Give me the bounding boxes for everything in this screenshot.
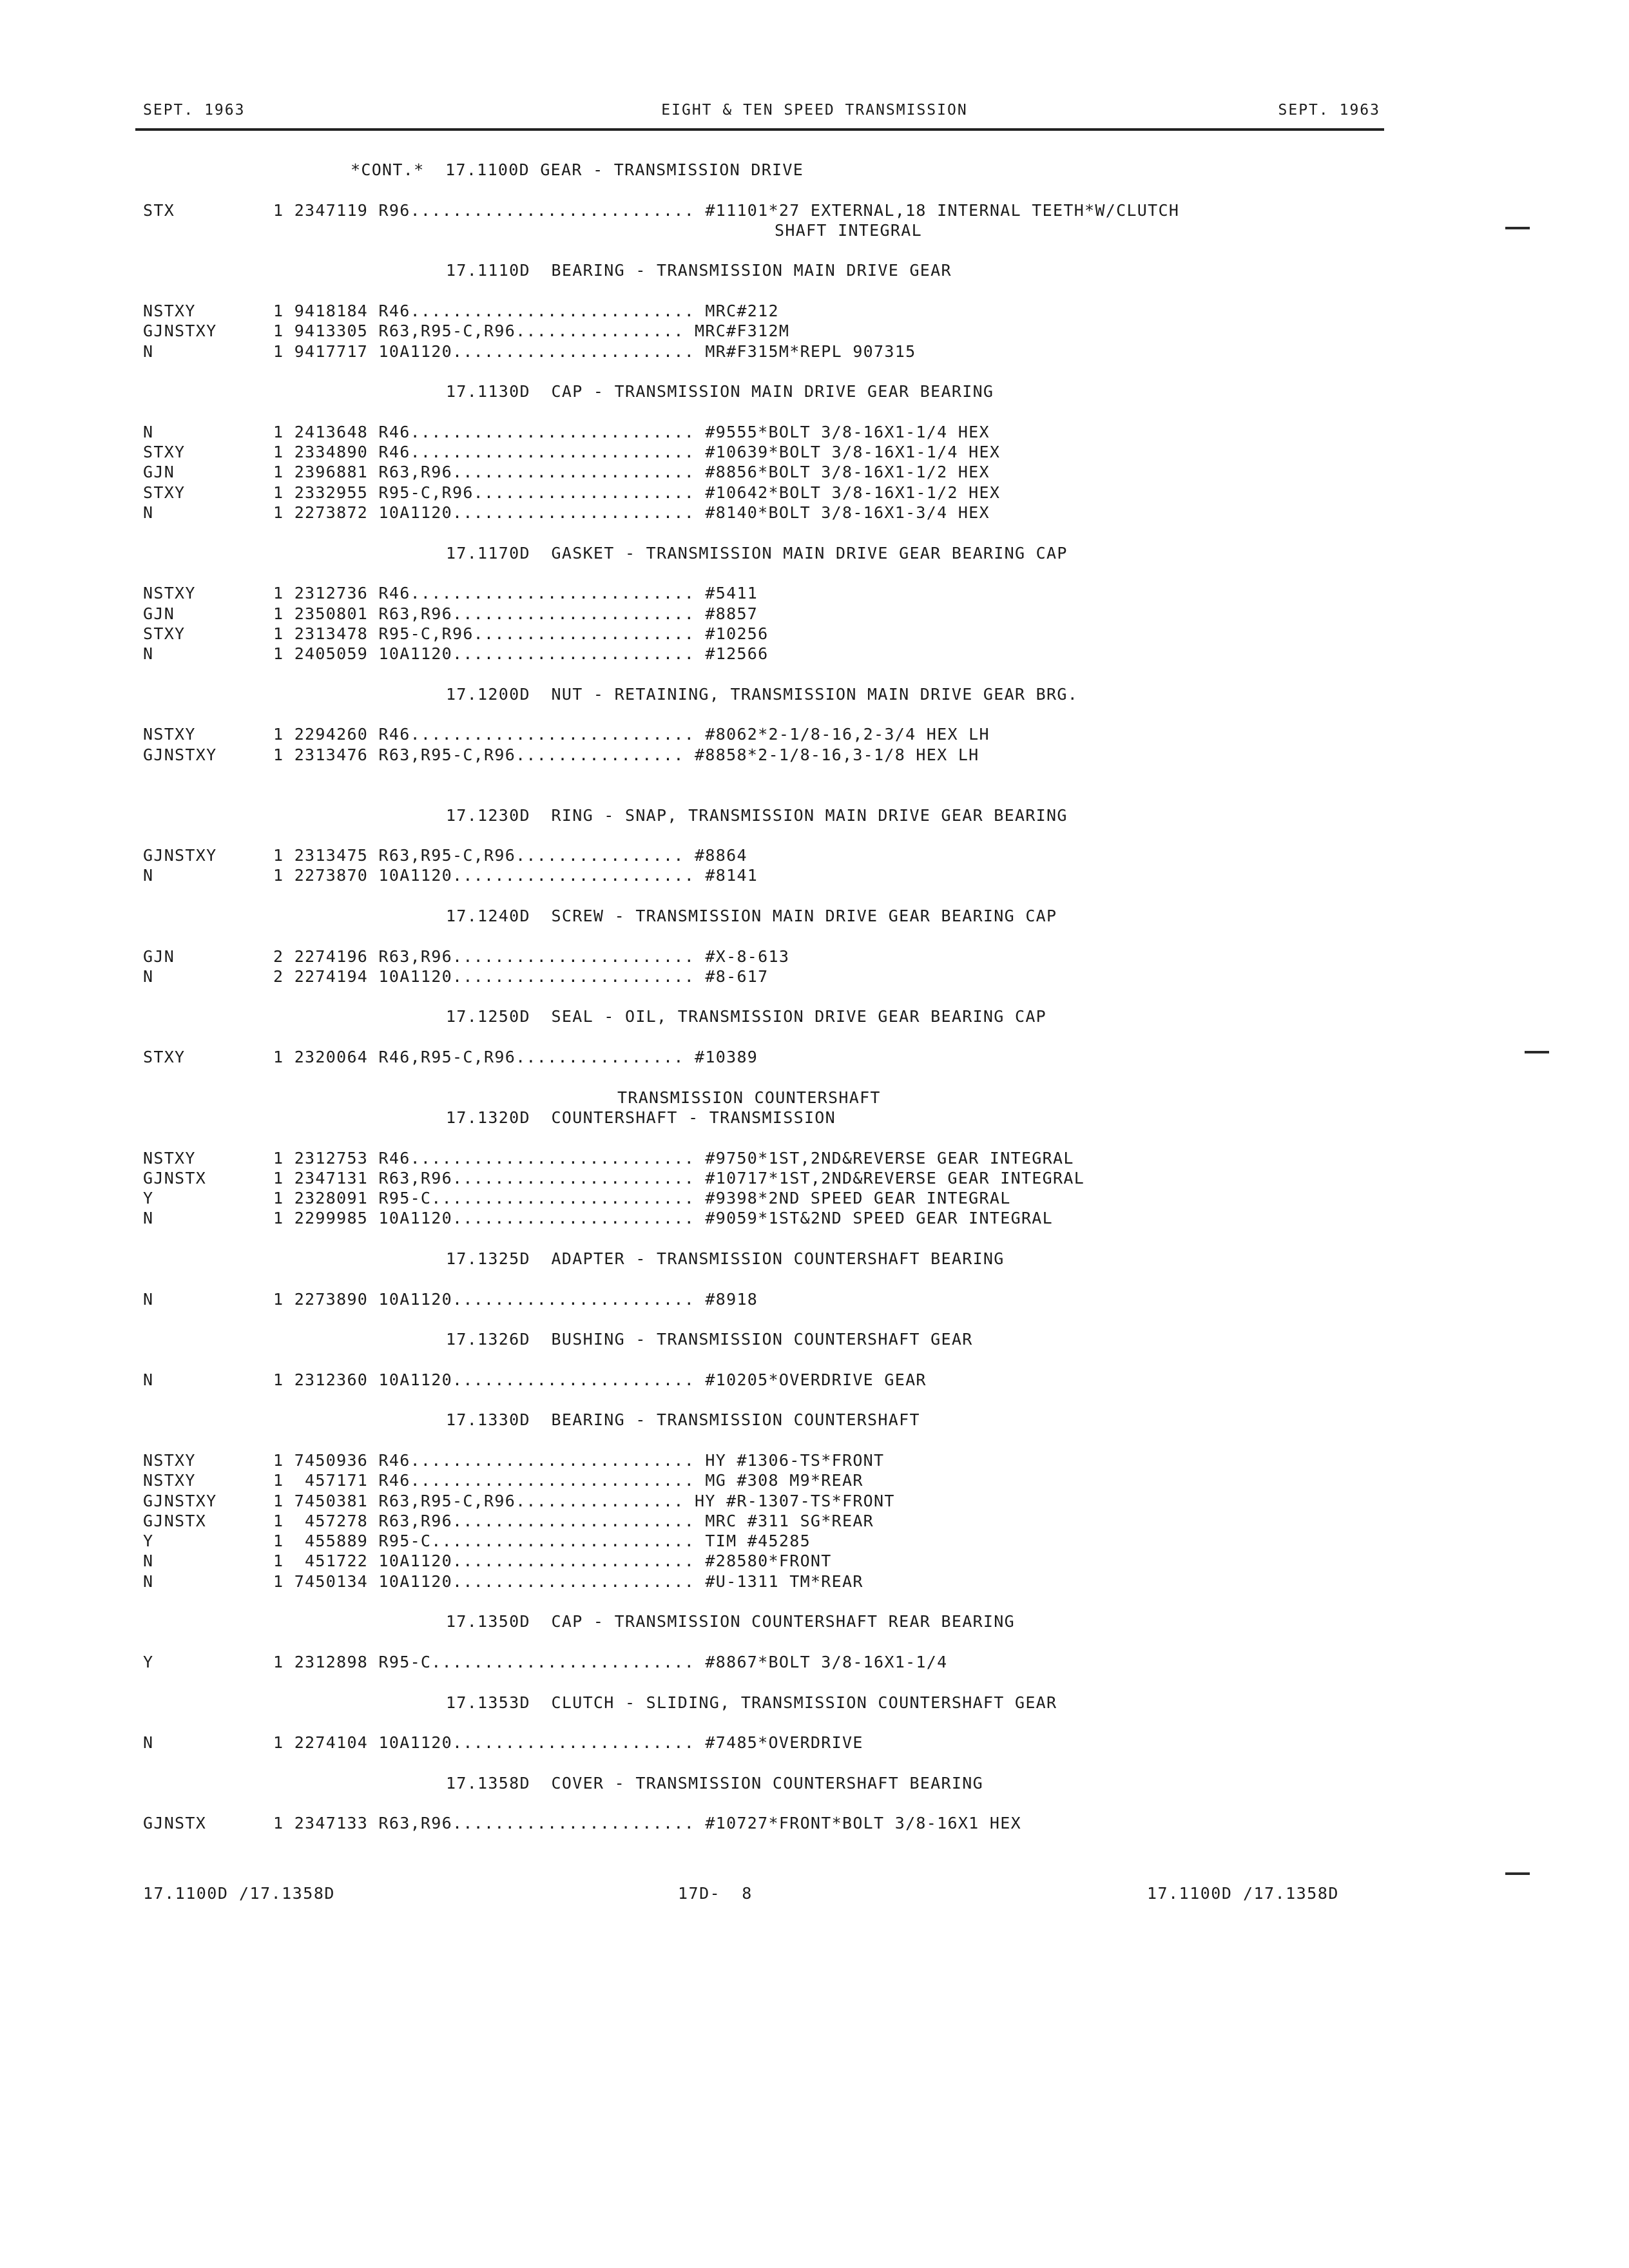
model-code: STXY — [143, 483, 186, 502]
section-heading: 17.1130D CAP - TRANSMISSION MAIN DRIVE GEAR BEARING — [446, 382, 994, 401]
part-detail: 1 455889 R95-C......................... TIM #45285 — [273, 1532, 811, 1551]
model-code: GJNSTXY — [143, 846, 217, 865]
part-detail: 1 2312898 R95-C......................... #8867*BOLT 3/8-16X1-1/4 — [273, 1652, 948, 1671]
part-detail: 1 2320064 R46,R95-C,R96................ #10389 — [273, 1048, 758, 1067]
margin-mark — [1525, 1051, 1549, 1053]
model-code: N — [143, 1370, 154, 1389]
part-detail: 1 2273890 10A1120....................... #8918 — [273, 1289, 758, 1309]
part-detail: 1 7450936 R46........................... HY #1306-TS*FRONT — [273, 1451, 885, 1470]
model-code: N — [143, 422, 154, 441]
footer-range-left: 17.1100D /17.1358D — [143, 1884, 335, 1903]
part-detail: 1 9418184 R46........................... MRC#212 — [273, 302, 779, 321]
part-entry — [143, 583, 1496, 603]
part-detail: 1 2396881 R63,R96....................... #8856*BOLT 3/8-16X1-1/2 HEX — [273, 463, 990, 482]
section-heading: 17.1170D GASKET - TRANSMISSION MAIN DRIVE GEAR BEARING CAP — [446, 543, 1068, 562]
part-detail: 2 2274196 R63,R96....................... #X-8-613 — [273, 947, 790, 966]
section-heading: 17.1350D CAP - TRANSMISSION COUNTERSHAFT REAR BEARING — [446, 1612, 1015, 1631]
part-entry — [143, 1531, 1496, 1551]
part-detail: 1 2312736 R46........................... #5411 — [273, 584, 758, 603]
part-detail: 1 2299985 10A1120....................... #9059*1ST&2ND SPEED GEAR INTEGRAL — [273, 1209, 1053, 1228]
section-heading: 17.1240D SCREW - TRANSMISSION MAIN DRIVE GEAR BEARING CAP — [446, 906, 1057, 925]
model-code: N — [143, 341, 154, 361]
margin-mark — [1505, 1872, 1530, 1875]
part-entry — [143, 321, 1496, 341]
part-entry — [143, 1511, 1496, 1531]
part-entry — [143, 1370, 1496, 1390]
part-entry — [143, 745, 1496, 765]
part-entry — [143, 865, 1496, 885]
part-detail: 1 7450134 10A1120....................... #U-1311 TM*REAR — [273, 1571, 863, 1591]
part-detail: 1 2347131 R63,R96....................... #10717*1ST,2ND&REVERSE GEAR INTEGRAL — [273, 1168, 1085, 1187]
section-heading: 17.1330D BEARING - TRANSMISSION COUNTERSHAFT — [446, 1410, 920, 1430]
model-code: NSTXY — [143, 1148, 196, 1168]
model-code: N — [143, 1571, 154, 1591]
part-entry — [143, 483, 1496, 503]
part-detail: 1 2405059 10A1120....................... #12566 — [273, 644, 769, 664]
model-code: NSTXY — [143, 725, 196, 744]
part-entry — [143, 724, 1496, 744]
part-detail: 1 2328091 R95-C......................... #9398*2ND SPEED GEAR INTEGRAL — [273, 1189, 1011, 1208]
part-entry — [143, 1168, 1496, 1188]
part-detail: 1 2350801 R63,R96....................... #8857 — [273, 604, 758, 623]
part-entry — [143, 341, 1496, 361]
part-detail: 1 2413648 R46........................... #9555*BOLT 3/8-16X1-1/4 HEX — [273, 422, 990, 441]
part-entry-continuation — [143, 220, 1496, 240]
part-entry — [143, 644, 1496, 664]
part-entry — [143, 200, 1496, 220]
section-heading: 17.1320D COUNTERSHAFT - TRANSMISSION — [446, 1108, 836, 1127]
part-detail: 1 2294260 R46........................... #8062*2-1/8-16,2-3/4 HEX LH — [273, 725, 990, 744]
section-heading: 17.1326D BUSHING - TRANSMISSION COUNTERSHAFT GEAR — [446, 1330, 973, 1349]
part-entry — [143, 1047, 1496, 1067]
section-heading: *CONT.* 17.1100D GEAR - TRANSMISSION DRIVE — [351, 160, 804, 179]
model-code: GJNSTX — [143, 1511, 207, 1530]
model-code: NSTXY — [143, 584, 196, 603]
footer-range-right: 17.1100D /17.1358D — [1147, 1884, 1339, 1903]
model-code: GJNSTXY — [143, 322, 217, 341]
part-detail: 1 451722 10A1120....................... #28580*FRONT — [273, 1552, 832, 1571]
part-entry — [143, 1208, 1496, 1228]
part-entry — [143, 503, 1496, 523]
part-detail: 1 9417717 10A1120....................... MR#F315M*REPL 907315 — [273, 341, 916, 361]
part-entry — [143, 1450, 1496, 1470]
section-heading: 17.1230D RING - SNAP, TRANSMISSION MAIN DRIVE GEAR BEARING — [446, 805, 1068, 825]
part-entry — [143, 604, 1496, 624]
part-detail: 1 2273872 10A1120....................... #8140*BOLT 3/8-16X1-3/4 HEX — [273, 503, 990, 523]
model-code: GJNSTX — [143, 1168, 207, 1187]
model-code: GJNSTXY — [143, 745, 217, 764]
model-code: STX — [143, 200, 175, 220]
part-entry — [143, 1813, 1496, 1833]
model-code: N — [143, 1209, 154, 1228]
part-entry — [143, 1188, 1496, 1208]
footer-page-number: 17D- 8 — [678, 1884, 753, 1903]
part-detail: 1 2312360 10A1120....................... #10205*OVERDRIVE GEAR — [273, 1370, 927, 1389]
model-code: Y — [143, 1532, 154, 1551]
part-detail: 1 2312753 R46........................... #9750*1ST,2ND&REVERSE GEAR INTEGRAL — [273, 1148, 1074, 1168]
model-code: N — [143, 1733, 154, 1753]
part-entry — [143, 301, 1496, 321]
model-code: N — [143, 866, 154, 885]
part-detail: 1 2273870 10A1120....................... #8141 — [273, 866, 758, 885]
section-heading: 17.1325D ADAPTER - TRANSMISSION COUNTERSHAFT BEARING — [446, 1249, 1005, 1269]
header-rule — [135, 128, 1384, 131]
part-detail: 2 2274194 10A1120....................... #8-617 — [273, 966, 769, 986]
section-heading: 17.1358D COVER - TRANSMISSION COUNTERSHAFT BEARING — [446, 1773, 983, 1792]
part-detail: 1 9413305 R63,R95-C,R96................ MRC#F312M — [273, 322, 790, 341]
part-entry — [143, 462, 1496, 482]
section-heading: TRANSMISSION COUNTERSHAFT — [617, 1088, 881, 1107]
part-entry — [143, 1571, 1496, 1591]
model-code: GJNSTX — [143, 1814, 207, 1833]
part-detail: 1 2334890 R46........................... #10639*BOLT 3/8-16X1-1/4 HEX — [273, 443, 1001, 462]
model-code: NSTXY — [143, 1471, 196, 1490]
model-code: N — [143, 966, 154, 986]
part-entry — [143, 442, 1496, 462]
part-detail: 1 2313475 R63,R95-C,R96................ #8864 — [273, 846, 747, 865]
part-entry — [143, 1652, 1496, 1672]
part-detail: 1 2313476 R63,R95-C,R96................ #8858*2-1/8-16,3-1/8 HEX LH — [273, 745, 979, 764]
model-code: N — [143, 1289, 154, 1309]
model-code: STXY — [143, 624, 186, 643]
model-code: STXY — [143, 1048, 186, 1067]
part-detail: 1 2332955 R95-C,R96..................... #10642*BOLT 3/8-16X1-1/2 HEX — [273, 483, 1001, 502]
part-entry — [143, 845, 1496, 865]
margin-mark — [1505, 227, 1530, 229]
model-code: STXY — [143, 443, 186, 462]
header-title: EIGHT & TEN SPEED TRANSMISSION — [661, 102, 968, 119]
header-date-right: SEPT. 1963 — [1278, 102, 1380, 119]
model-code: GJNSTXY — [143, 1491, 217, 1510]
section-heading: 17.1110D BEARING - TRANSMISSION MAIN DRIVE GEAR — [446, 261, 952, 280]
part-description-continuation: SHAFT INTEGRAL — [775, 220, 922, 240]
part-entry — [143, 1148, 1496, 1168]
section-heading: 17.1353D CLUTCH - SLIDING, TRANSMISSION COUNTERSHAFT GEAR — [446, 1693, 1057, 1712]
part-entry — [143, 1470, 1496, 1490]
model-code: GJN — [143, 604, 175, 623]
part-detail: 1 2274104 10A1120....................... #7485*OVERDRIVE — [273, 1733, 863, 1753]
part-entry — [143, 422, 1496, 442]
part-entry — [143, 947, 1496, 966]
model-code: GJN — [143, 463, 175, 482]
model-code: N — [143, 503, 154, 523]
part-detail: 1 2313478 R95-C,R96..................... #10256 — [273, 624, 769, 643]
part-entry — [143, 1289, 1496, 1309]
part-entry — [143, 966, 1496, 986]
model-code: Y — [143, 1189, 154, 1208]
part-detail: 1 457171 R46........................... MG #308 M9*REAR — [273, 1471, 863, 1490]
part-entry — [143, 1551, 1496, 1571]
model-code: GJN — [143, 947, 175, 966]
part-entry — [143, 1491, 1496, 1511]
part-entry — [143, 1733, 1496, 1753]
part-detail: 1 457278 R63,R96....................... MRC #311 SG*REAR — [273, 1511, 874, 1530]
parts-list — [143, 160, 1496, 1854]
part-detail: 1 2347119 R96........................... #11101*27 EXTERNAL,18 INTERNAL TEETH*W/CLUTCH — [273, 200, 1180, 220]
model-code: N — [143, 644, 154, 664]
section-heading: 17.1250D SEAL - OIL, TRANSMISSION DRIVE GEAR BEARING CAP — [446, 1007, 1047, 1026]
model-code: NSTXY — [143, 302, 196, 321]
model-code: N — [143, 1552, 154, 1571]
part-detail: 1 2347133 R63,R96....................... #10727*FRONT*BOLT 3/8-16X1 HEX — [273, 1814, 1021, 1833]
part-entry — [143, 624, 1496, 644]
header-date-left: SEPT. 1963 — [143, 102, 246, 119]
model-code: Y — [143, 1652, 154, 1671]
section-heading: 17.1200D NUT - RETAINING, TRANSMISSION MAIN DRIVE GEAR BRG. — [446, 684, 1079, 704]
part-detail: 1 7450381 R63,R95-C,R96................ HY #R-1307-TS*FRONT — [273, 1491, 895, 1510]
model-code: NSTXY — [143, 1451, 196, 1470]
